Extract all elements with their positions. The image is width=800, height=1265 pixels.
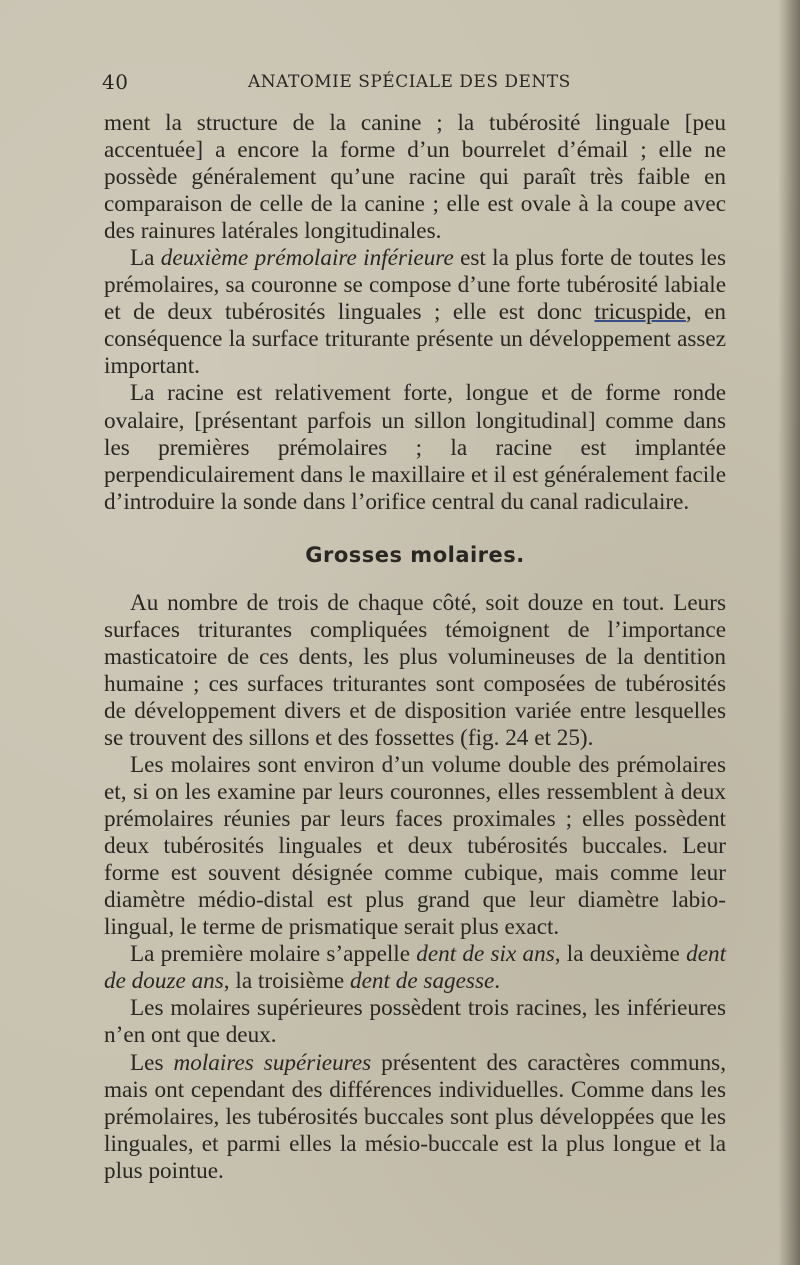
text-run: présentent des caractères communs, mais ont cependant des différences individuelles. Comme dans les prémolaires, les tubérosités buccales sont plus développées que les linguales, et parmi elles la mésio-buccale est la plus longue et la plus pointue.	[104, 1049, 726, 1184]
body-text	[104, 110, 726, 1185]
paragraph-text: Les molaires sont environ d’un volume double des prémolaires et, si on les examine par leurs couronnes, elles ressemblent à deux prémolaires réunies par leurs faces proximales ; elles possèdent deux tubérosités linguales et deux tubérosités buccales. Leur forme est souvent désignée comme cubique, mais comme leur diamètre médio-distal est plus grand que leur diamètre labio-lingual, le terme de prismatique serait plus exact.	[104, 751, 726, 941]
text-run: est la plus forte de toutes les prémolaires, sa couronne se compose d’une forte tubérosité labiale et de deux tubérosités linguales ; elle est donc	[104, 245, 726, 326]
paragraph-molars-count	[104, 590, 726, 752]
italic-term: molaires supérieures	[173, 1049, 372, 1076]
text-run: , la troisième	[223, 968, 351, 995]
paragraph-text: Au nombre de trois de chaque côté, soit douze en tout. Leurs surfaces triturantes compliquées témoignent de l’importance masticatoire de ces dents, les plus volumineuses de la dentition humaine ; ces surfaces triturantes sont composées de tubérosités de développement divers et de disposition variée entre lesquelles se trouvent des sillons et des fossettes (fig. 24 et 25).	[104, 589, 726, 751]
underlined-term: tricuspide	[594, 299, 686, 326]
section-heading: Grosses molaires.	[305, 542, 525, 567]
paragraph-molar-roots	[104, 995, 726, 1049]
text-run: .	[494, 968, 501, 995]
paragraph-molars-volume	[104, 752, 726, 941]
paragraph-root	[104, 380, 726, 515]
paragraph-text: Les molaires supérieures possèdent trois racines, les inférieures n’en ont que deux.	[104, 995, 726, 1049]
page-edge-shadow	[778, 0, 800, 1265]
paragraph-canine-continuation	[104, 110, 726, 245]
italic-term: dent de six ans	[416, 941, 555, 968]
paragraph-upper-molars	[104, 1050, 726, 1185]
text-run: Les	[130, 1049, 174, 1076]
text-run: La	[130, 245, 161, 272]
text-run: , en conséquence la surface triturante présente un développement assez important.	[104, 299, 726, 380]
italic-term: dent de sagesse	[350, 968, 495, 995]
text-run: , la deuxième	[554, 941, 687, 968]
paragraph-molar-names	[104, 941, 726, 995]
running-title: ANATOMIE SPÉCIALE DES DENTS	[248, 72, 571, 92]
paragraph-second-premolar	[104, 245, 726, 380]
paragraph-text: ment la structure de la canine ; la tubérosité linguale [peu accentuée] a encore la forme d’un bourrelet d’émail ; elle ne possède généralement qu’une racine qui paraît très faible en comparaison de celle de la canine ; elle est ovale à la coupe avec des rainures latérales longitudinales.	[104, 110, 726, 245]
italic-term: deuxième prémolaire inférieure	[160, 245, 454, 272]
paragraph-text: La racine est relativement forte, longue et de forme ronde ovalaire, [présentant parfois un sillon longitudinal] comme dans les premières prémolaires ; la racine est implantée perpendiculairement dans le maxillaire et il est généralement facile d’introduire la sonde dans l’orifice central du canal radiculaire.	[104, 380, 726, 515]
text-run: La première molaire s’appelle	[130, 941, 417, 968]
italic-term: dent de douze ans	[104, 941, 727, 995]
page-number: 40	[102, 70, 129, 94]
running-head	[102, 70, 722, 100]
